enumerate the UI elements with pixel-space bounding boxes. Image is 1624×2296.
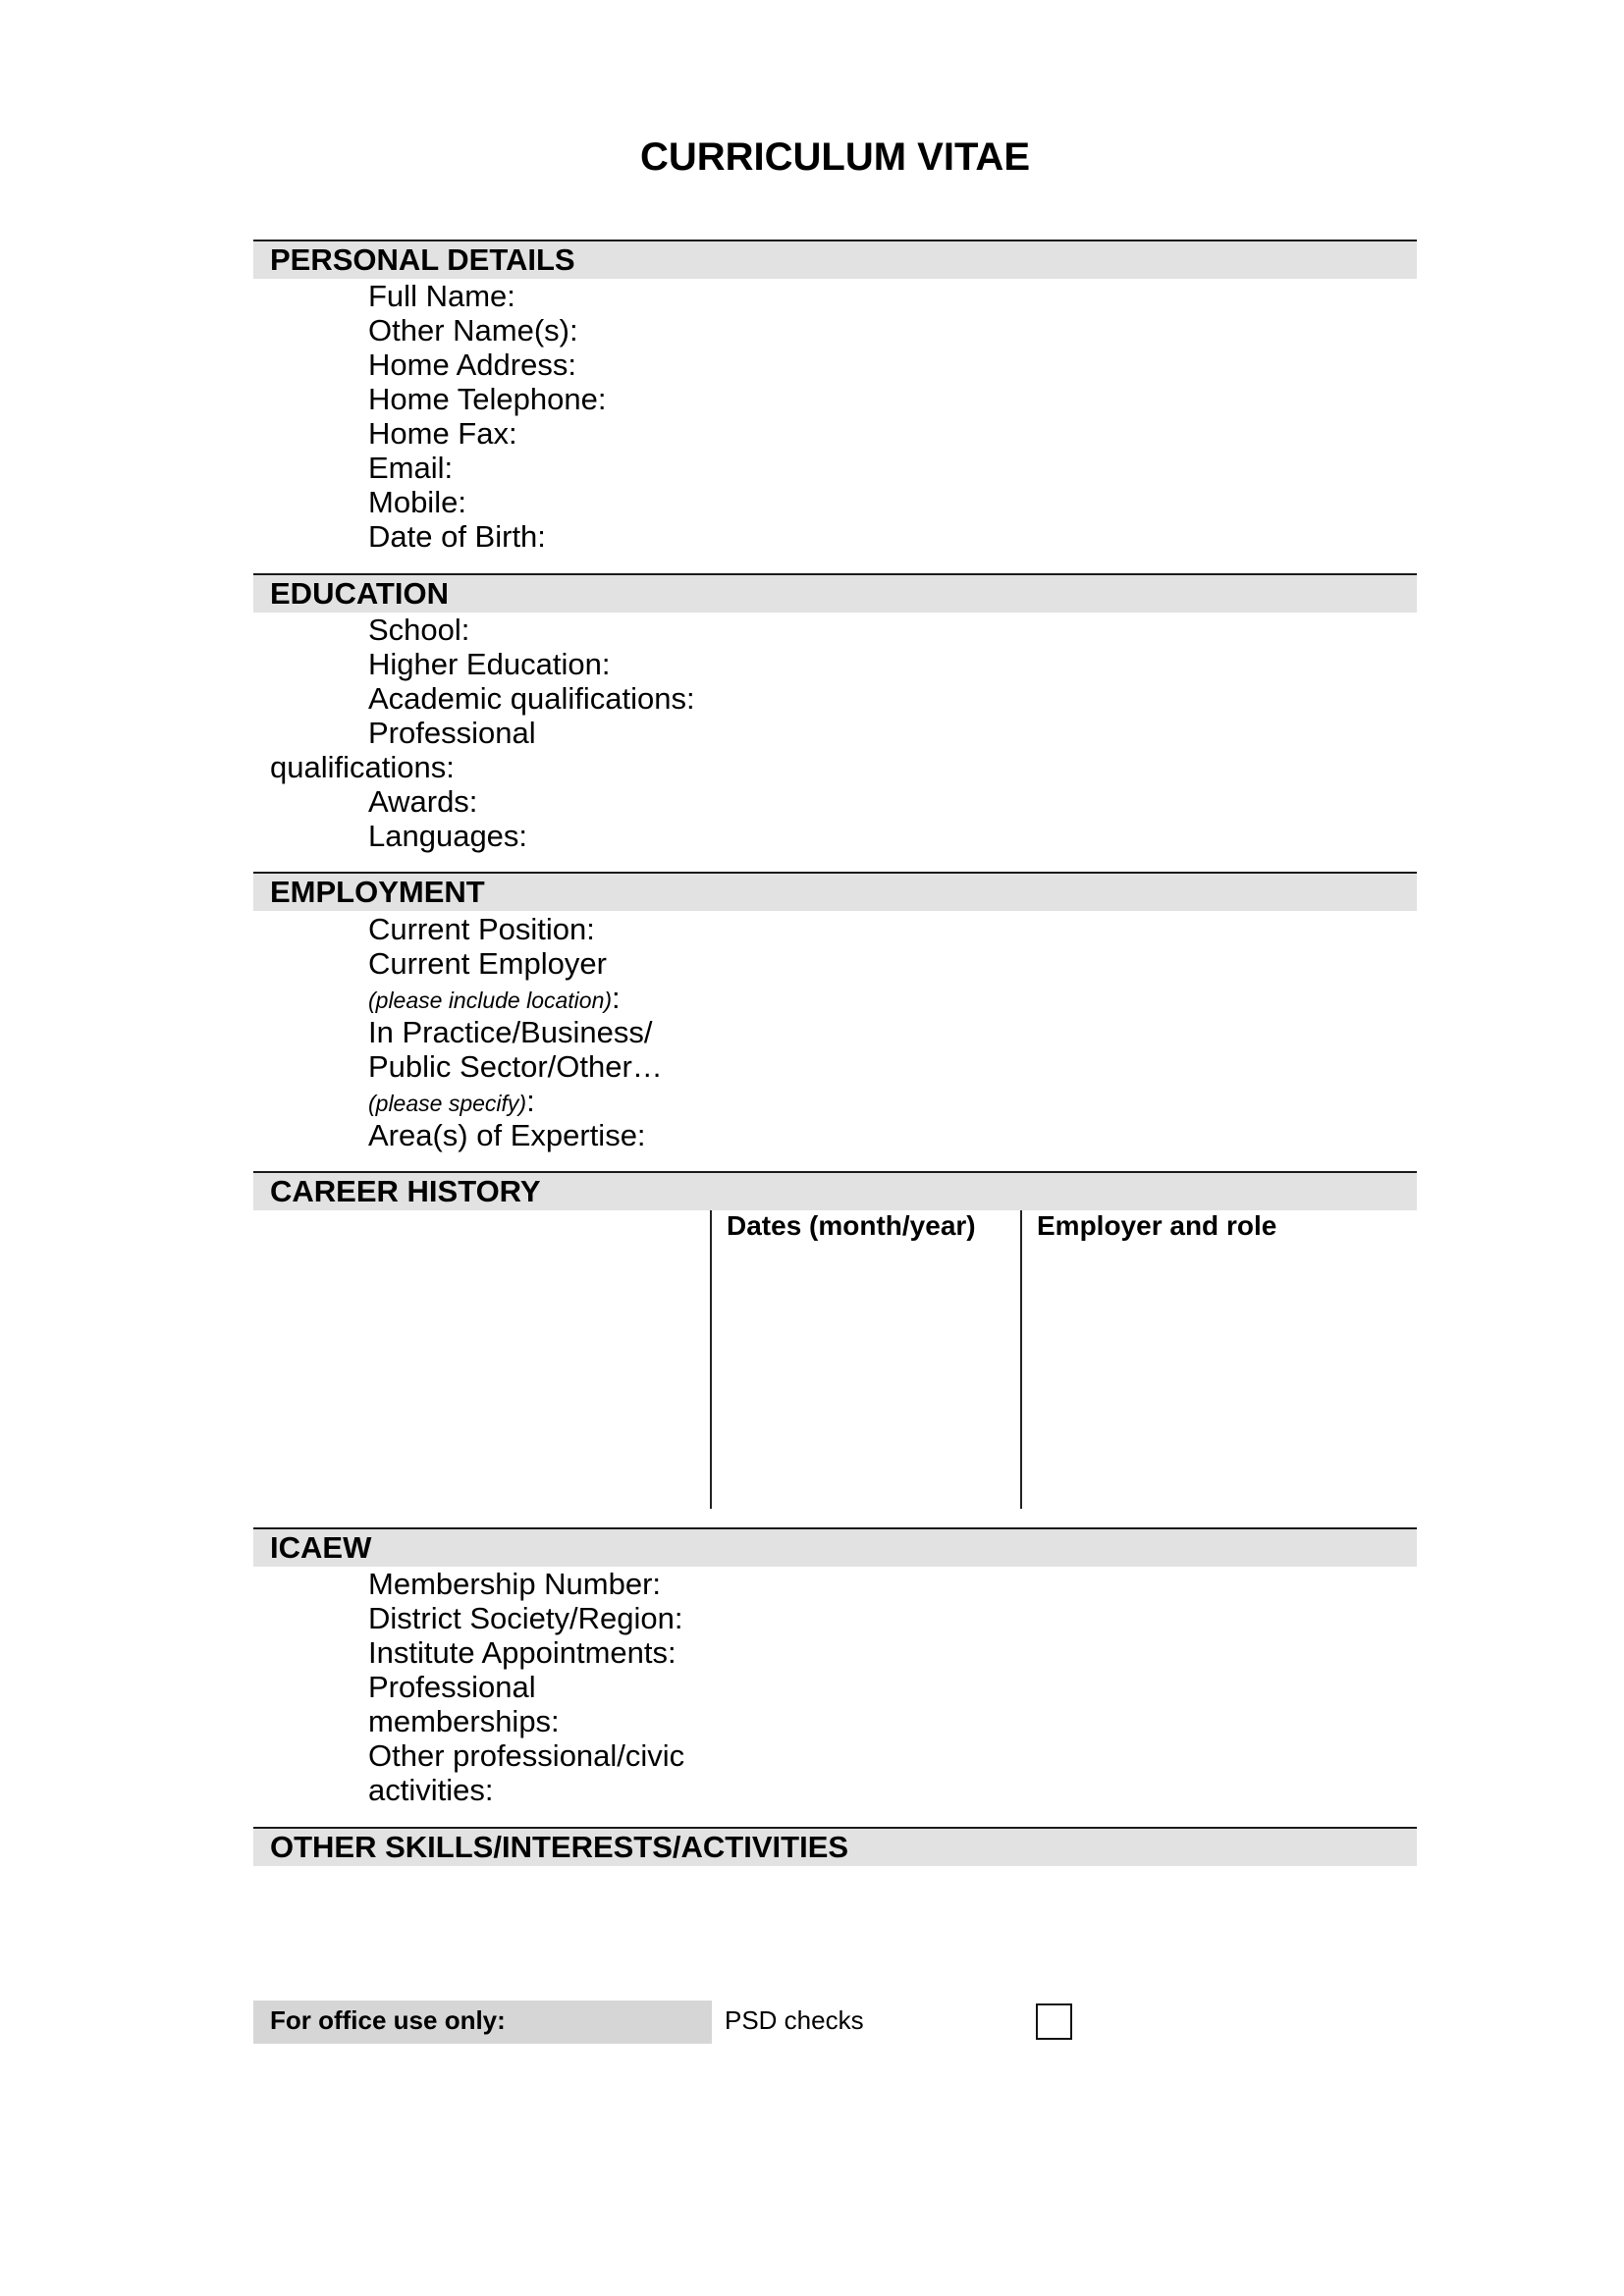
career-column-dates: Dates (month/year) [727, 1210, 976, 1241]
field-full-name: Full Name: [368, 279, 515, 313]
field-sector-line1: In Practice/Business/ [368, 1015, 653, 1049]
field-current-employer-note [368, 981, 663, 1015]
field-sector-line2: Public Sector/Other… [368, 1049, 663, 1084]
section-heading-icaew: ICAEW [270, 1530, 372, 1565]
field-school: School: [368, 613, 470, 647]
section-heading-employment: EMPLOYMENT [270, 875, 485, 909]
education-fields [270, 613, 695, 853]
field-membership-number: Membership Number: [368, 1567, 662, 1601]
field-mobile: Mobile: [368, 485, 466, 519]
field-home-telephone: Home Telephone: [368, 382, 607, 416]
field-home-address: Home Address: [368, 347, 576, 382]
field-current-employer: Current Employer [368, 946, 607, 981]
field-other-activities-cont: activities: [368, 1773, 494, 1807]
employment-fields [368, 912, 663, 1152]
career-column-divider-1 [710, 1210, 712, 1509]
field-areas-of-expertise: Area(s) of Expertise: [368, 1118, 646, 1152]
field-professional-qualifications-cont: qualifications: [270, 750, 455, 784]
field-professional-memberships-cont: memberships: [368, 1704, 560, 1738]
sector-specify-note: (please specify) [368, 1091, 527, 1116]
field-higher-education: Higher Education: [368, 647, 611, 681]
field-other-activities: Other professional/civic [368, 1738, 685, 1773]
field-professional-memberships: Professional [368, 1670, 536, 1704]
employer-location-note: (please include location) [368, 988, 613, 1013]
document-title: CURRICULUM VITAE [639, 135, 1030, 179]
section-heading-education: EDUCATION [270, 576, 449, 611]
field-home-fax: Home Fax: [368, 416, 517, 451]
field-academic-qualifications: Academic qualifications: [368, 681, 695, 716]
field-professional-qualifications: Professional [368, 716, 536, 750]
employer-note-colon: : [612, 981, 621, 1015]
office-use-label: For office use only: [270, 2005, 506, 2035]
field-current-position: Current Position: [368, 912, 595, 946]
icaew-fields [368, 1567, 684, 1807]
section-heading-personal: PERSONAL DETAILS [270, 242, 575, 277]
psd-checks-label: PSD checks [725, 2005, 864, 2035]
field-other-names: Other Name(s): [368, 313, 578, 347]
section-heading-career: CAREER HISTORY [270, 1174, 541, 1208]
field-district-society: District Society/Region: [368, 1601, 683, 1635]
field-sector-note [368, 1084, 663, 1118]
career-column-divider-2 [1020, 1210, 1022, 1509]
personal-details-fields [368, 279, 606, 554]
field-languages: Languages: [368, 819, 528, 853]
section-heading-other: OTHER SKILLS/INTERESTS/ACTIVITIES [270, 1830, 849, 1864]
field-awards: Awards: [368, 784, 478, 819]
career-column-employer-role: Employer and role [1037, 1210, 1277, 1241]
field-date-of-birth: Date of Birth: [368, 519, 546, 554]
psd-checks-checkbox[interactable] [1036, 2003, 1072, 2040]
field-institute-appointments: Institute Appointments: [368, 1635, 677, 1670]
sector-note-colon: : [526, 1084, 535, 1118]
field-email: Email: [368, 451, 454, 485]
section-band-icaew [253, 1529, 1417, 1567]
